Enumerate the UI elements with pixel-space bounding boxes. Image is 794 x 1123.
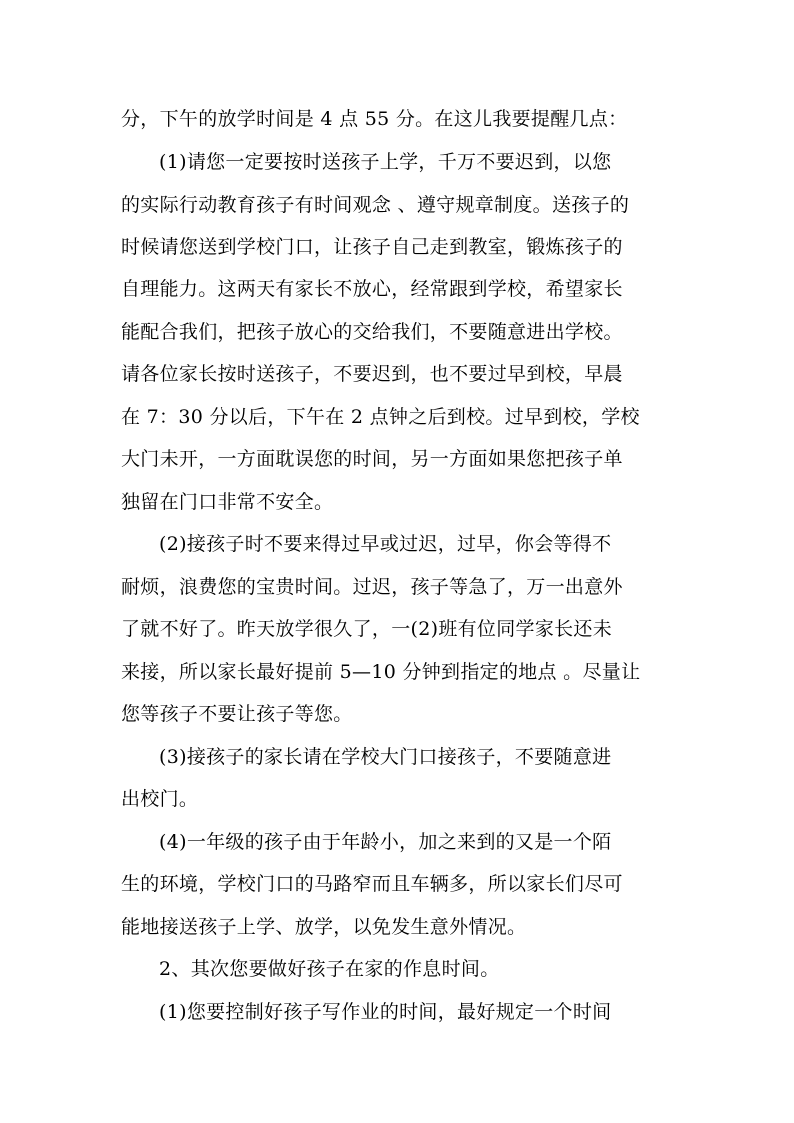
text-line: 自理能力。这两天有家长不放心，经常跟到学校，希望家长 [121, 278, 623, 300]
text-line: 出校门。 [121, 788, 199, 810]
text-line: 大门未开，一方面耽误您的时间，另一方面如果您把孩子单 [121, 448, 623, 470]
text-line: (1)您要控制好孩子写作业的时间，最好规定一个时间 [159, 1001, 612, 1023]
text-line: 您等孩子不要让孩子等您。 [121, 703, 353, 725]
text-line: 来接，所以家长最好提前 5—10 分钟到指定的地点 。尽量让 [121, 661, 641, 683]
text-line: 独留在门口非常不安全。 [121, 491, 334, 513]
text-line: (1)请您一定要按时送孩子上学，千万不要迟到，以您 [159, 151, 612, 173]
text-line: 耐烦，浪费您的宝贵时间。过迟，孩子等急了，万一出意外 [121, 576, 623, 598]
text-line: 能配合我们，把孩子放心的交给我们，不要随意进出学校。 [121, 321, 623, 343]
text-line: 生的环境，学校门口的马路窄而且车辆多，所以家长们尽可 [121, 873, 623, 895]
text-line: 分，下午的放学时间是 4 点 55 分。在这儿我要提醒几点： [121, 108, 628, 130]
text-line: 在 7：30 分以后，下午在 2 点钟之后到校。过早到校，学校 [121, 406, 640, 428]
text-line: 了就不好了。昨天放学很久了，一(2)班有位同学家长还未 [121, 618, 613, 640]
text-line: (2)接孩子时不要来得过早或过迟，过早，你会等得不 [159, 533, 612, 555]
text-line: 的实际行动教育孩子有时间观念 、遵守规章制度。送孩子的 [121, 194, 630, 216]
text-line: (3)接孩子的家长请在学校大门口接孩子，不要随意进 [159, 746, 612, 768]
text-line: 时候请您送到学校门口，让孩子自己走到教室，锻炼孩子的 [121, 236, 623, 258]
text-line: 2、其次您要做好孩子在家的作息时间。 [159, 958, 500, 980]
text-line: 能地接送孩子上学、放学，以免发生意外情况。 [121, 916, 527, 938]
text-line: (4)一年级的孩子由于年龄小，加之来到的又是一个陌 [159, 831, 612, 853]
text-line: 请各位家长按时送孩子，不要迟到，也不要过早到校，早晨 [121, 363, 623, 385]
